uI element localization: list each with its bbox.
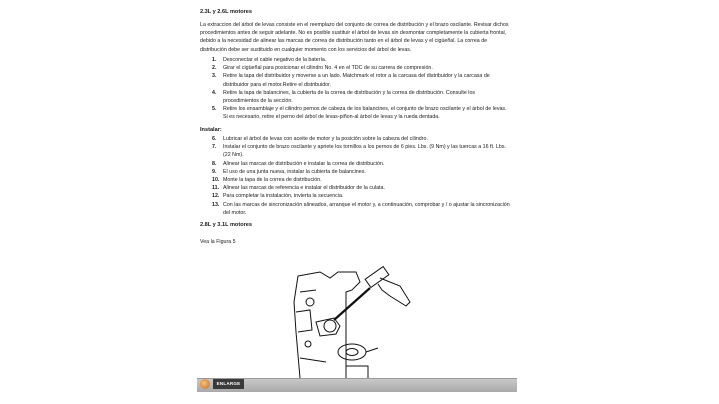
step-text: Retire los ensamblaje y el cilindro pernos de cabeza de los balancines, el conjunto de brazo oscilante y el árbol de levas. Si es necesario, retire el perno del árbol de levas-piñon-al árbol de levas y la rueda dentada. [223,106,507,121]
bolt-circle [306,298,314,306]
list-item [212,201,512,217]
step-text: Instalar el conjunto de brazo oscilante y apriete los tornillos a los pernos de 6 pies. Lbs. (9 Nm) y las tuercas a 16 ft. Lbs. (22 Nm). [223,144,506,159]
step-number: 2. [212,65,217,72]
step-text: Girar el cigüeñal para posicionar el cilindro No. 4 en el TDC de su carrera de compresión. [223,65,433,72]
step-number: 13. [212,201,220,208]
step-number: 11. [212,185,220,192]
camshaft-tool-shaft [334,288,370,320]
intro-paragraph: La extraccion del árbol de levas consiste en el reemplazo del conjunto de correa de distribución y el brazo oscilante. Revisar dichos procedimientos antes de seguir adelante. No es posible sustituir el árbol de levas sin desmontar completamente la cubierta frontal, debido a la necesidad de alinear las marcas de correa de distribución tanto en el árbol de levas y el cigüeñal. La correa de distribución debe ser sustituido en cualquier momento con los servicios del árbol de levas. [200,22,509,53]
step-number: 10. [212,177,220,184]
step-number: 9. [212,168,217,175]
oil-pan-edge [346,366,368,378]
step-text: Alinear las marcas de referencia e instalar el distribuidor de la culata. [223,185,385,192]
camshaft-gear [324,320,336,332]
step-number: 4. [212,89,217,96]
crank-pointer [366,348,378,352]
step-number: 6. [212,136,217,142]
camshaft-figure [286,262,422,378]
step-number: 7. [212,144,217,151]
engine-left-edge [294,276,300,378]
engine-block-outline [298,272,360,378]
step-text: Con las marcas de sincronización alineados, arranque el motor y, a continuación, comprobar y / o ajustar la sincronización del motor. [223,201,510,216]
step-number: 3. [212,73,217,80]
step-number: 12. [212,193,220,200]
enlarge-bar [197,378,517,392]
step-text: Monte la tapa de la correa de distribución. [223,177,322,184]
list-item [212,135,512,143]
puller-tool-head [365,267,389,288]
list-item [212,105,512,121]
step-text: Retire la tapa del distribuidor y moverse a un lado. Matchmark el rotor a la carcasa del distribuidor y la carcasa de distribuidor para el motor.Retire el distribuidor. [223,73,490,88]
step-text: Lubricar el árbol de levas con aceite de motor y la posición sobre la cabeza del cilindro. [223,136,428,142]
list-item [212,64,512,72]
list-item [212,168,512,176]
step-text: Desconectar el cable negativo de la batería. [223,57,327,63]
enlarge-icon[interactable] [200,379,210,389]
list-item [212,184,512,192]
list-item [212,160,512,168]
section-heading-2-3l: 2.3L y 2.6L motores [200,9,253,15]
crank-pulley [338,344,366,360]
list-item [212,176,512,184]
finger-outline [378,284,390,296]
enlarge-button[interactable]: ENLARGE [213,379,244,389]
step-text: El uso de una junta nueva, instalar la cubierta de balancines. [223,168,366,175]
list-item [212,89,512,105]
list-item [212,143,512,159]
step-number: 8. [212,160,217,167]
see-figure-text: Vea la Figura 5 [200,239,236,245]
step-text: Para completar la instalación, invierta la secuencia. [223,193,344,200]
list-item [212,72,512,88]
install-steps-list [212,135,512,217]
engine-cover-panel [296,310,312,332]
step-number: 1. [212,57,217,63]
bolt-circle [305,341,311,347]
list-item [212,56,512,64]
list-item [212,192,512,200]
casting-detail [300,290,326,362]
section-heading-2-8l: 2.8L y 3.1L motores [200,222,253,228]
crank-hub [346,349,358,356]
step-text: Alinear las marcas de distribución e instalar la correa de distribución. [223,160,385,167]
install-heading: Instalar: [200,127,222,133]
step-number: 5. [212,106,217,113]
removal-steps-list [212,56,512,122]
step-text: Retire la tapa de balancines, la cubierta de la correa de distribución y la correa de distribución. Consulte los procedimientos de la sección. [223,89,476,105]
